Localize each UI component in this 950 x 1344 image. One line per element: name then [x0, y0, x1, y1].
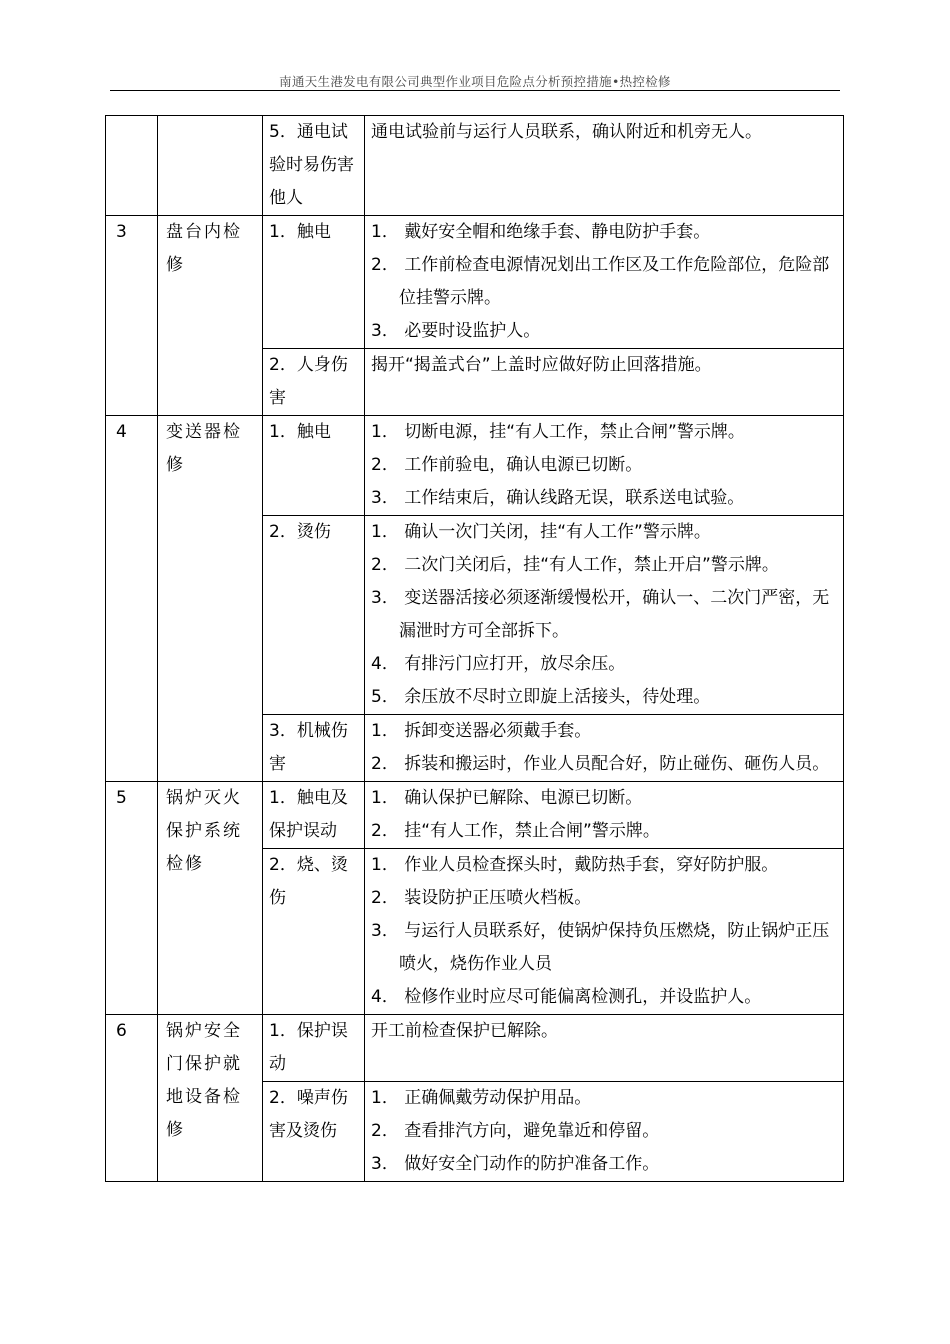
task-name [158, 116, 263, 216]
table-row [106, 416, 844, 516]
measure-item: 3． 做好安全门动作的防护准备工作。 [371, 1154, 660, 1174]
measure-item: 3． 必要时设监护人。 [371, 321, 541, 341]
measure-item: 2． 挂“有人工作，禁止合闸”警示牌。 [371, 821, 660, 841]
measure-item: 3． 工作结束后，确认线路无误，联系送电试验。 [371, 488, 745, 508]
header-rule [110, 90, 840, 91]
measure-item: 2． 工作前检查电源情况划出工作区及工作危险部位，危险部位挂警示牌。 [371, 255, 830, 308]
task-name: 盘台内检修 [158, 216, 263, 416]
measures-cell [365, 349, 844, 416]
measures-cell [365, 782, 844, 849]
measure-item: 5． 余压放不尽时立即旋上活接头，待处理。 [371, 687, 711, 707]
hazard-table [105, 115, 844, 1182]
hazard-name: 2．烫伤 [263, 516, 365, 715]
task-name: 锅炉安全门保护就地设备检修 [158, 1015, 263, 1182]
measure-item: 1． 作业人员检查探头时，戴防热手套，穿好防护服。 [371, 855, 779, 875]
measures-cell [365, 849, 844, 1015]
hazard-name: 2．噪声伤害及烫伤 [263, 1082, 365, 1182]
hazard-name: 3．机械伤害 [263, 715, 365, 782]
hazard-name: 1．触电 [263, 216, 365, 349]
row-number: 4 [106, 416, 158, 782]
task-name: 锅炉灭火保护系统检修 [158, 782, 263, 1015]
measure-item: 2． 查看排汽方向，避免靠近和停留。 [371, 1121, 660, 1141]
measure-item: 通电试验前与运行人员联系，确认附近和机旁无人。 [371, 122, 762, 142]
measures-cell [365, 1015, 844, 1082]
measures-cell [365, 715, 844, 782]
measure-item: 2． 拆装和搬运时，作业人员配合好，防止碰伤、砸伤人员。 [371, 754, 830, 774]
measures-cell [365, 516, 844, 715]
page-header: 南通天生港发电有限公司典型作业项目危险点分析预控措施•热控检修 [279, 74, 671, 89]
measure-item: 1． 正确佩戴劳动保护用品。 [371, 1088, 592, 1108]
measures-cell [365, 1082, 844, 1182]
measures-cell [365, 116, 844, 216]
measures-cell [365, 416, 844, 516]
measure-item: 4． 有排污门应打开，放尽余压。 [371, 654, 626, 674]
hazard-name: 1．触电及保护误动 [263, 782, 365, 849]
table-row [106, 782, 844, 849]
table-row [106, 116, 844, 216]
hazard-name: 2．人身伤害 [263, 349, 365, 416]
hazard-name: 1．保护误动 [263, 1015, 365, 1082]
measure-item: 2． 装设防护正压喷火档板。 [371, 888, 592, 908]
hazard-name: 2．烧、烫伤 [263, 849, 365, 1015]
measure-item: 4． 检修作业时应尽可能偏离检测孔，并设监护人。 [371, 987, 762, 1007]
table-row [106, 216, 844, 349]
measure-item: 3． 变送器活接必须逐渐缓慢松开，确认一、二次门严密，无漏泄时方可全部拆下。 [371, 588, 830, 641]
measure-item: 2． 工作前验电，确认电源已切断。 [371, 455, 643, 475]
measure-item: 开工前检查保护已解除。 [371, 1021, 558, 1041]
measure-item: 1． 拆卸变送器必须戴手套。 [371, 721, 592, 741]
hazard-name: 1．触电 [263, 416, 365, 516]
row-number: 6 [106, 1015, 158, 1182]
measures-cell [365, 216, 844, 349]
row-number: 5 [106, 782, 158, 1015]
table-row [106, 1015, 844, 1082]
measure-item: 3． 与运行人员联系好，使锅炉保持负压燃烧，防止锅炉正压喷火，烧伤作业人员 [371, 921, 830, 974]
row-number: 3 [106, 216, 158, 416]
measure-item: 2． 二次门关闭后，挂“有人工作，禁止开启”警示牌。 [371, 555, 779, 575]
measure-item: 1． 切断电源，挂“有人工作，禁止合闸”警示牌。 [371, 422, 745, 442]
hazard-name: 5．通电试验时易伤害他人 [263, 116, 365, 216]
measure-item: 1． 确认一次门关闭，挂“有人工作”警示牌。 [371, 522, 711, 542]
measure-item: 1． 戴好安全帽和绝缘手套、静电防护手套。 [371, 222, 711, 242]
measure-item: 1． 确认保护已解除、电源已切断。 [371, 788, 643, 808]
task-name: 变送器检修 [158, 416, 263, 782]
row-number [106, 116, 158, 216]
measure-item: 揭开“揭盖式台”上盖时应做好防止回落措施。 [371, 355, 712, 375]
